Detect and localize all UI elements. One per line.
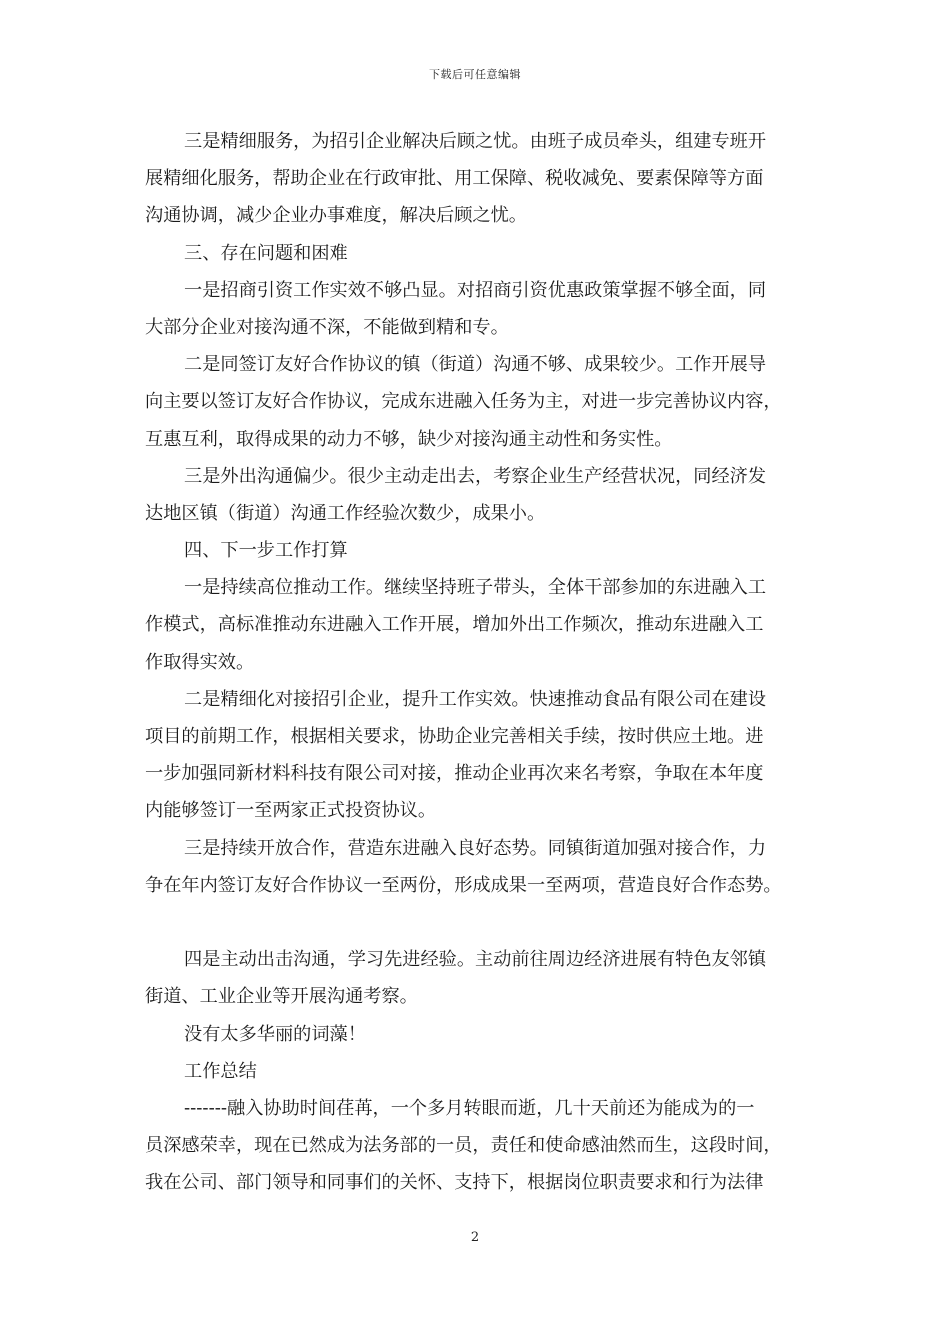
paragraph-line: 大部分企业对接沟通不深，不能做到精和专。 [145, 316, 509, 338]
paragraph-line: 没有太多华丽的词藻！ [184, 1023, 366, 1045]
paragraph-line: 作取得实效。 [145, 651, 255, 673]
paragraph-line: 一是持续高位推动工作。继续坚持班子带头，全体干部参加的东进融入工 [184, 577, 767, 599]
paragraph-line: 二是精细化对接招引企业，提升工作实效。快速推动食品有限公司在建设 [184, 688, 767, 710]
paragraph-line: 向主要以签订友好合作协议，完成东进融入任务为主，对进一步完善协议内容， [145, 391, 782, 413]
paragraph-line: 员深感荣幸，现在已然成为法务部的一员，责任和使命感油然而生，这段时间， [145, 1135, 782, 1157]
section-heading: 四、下一步工作打算 [184, 540, 348, 562]
paragraph-line: 互惠互利，取得成果的动力不够，缺少对接沟通主动性和务实性。 [145, 428, 673, 450]
paragraph-line: 一是招商引资工作实效不够凸显。对招商引资优惠政策掌握不够全面，同 [184, 279, 767, 301]
paragraph-line: 项目的前期工作，根据相关要求，协助企业完善相关手续，按时供应土地。进 [145, 726, 764, 747]
paragraph-line: 争在年内签订友好合作协议一至两份，形成成果一至两项，营造良好合作态势。 [145, 874, 782, 896]
paragraph-line: 三是外出沟通偏少。很少主动走出去，考察企业生产经营状况，同经济发 [184, 465, 767, 487]
section-heading: 三、存在问题和困难 [184, 242, 348, 264]
paragraph-line: 我在公司、部门领导和同事们的关怀、支持下，根据岗位职责要求和行为法律 [145, 1172, 764, 1194]
page-number: 2 [470, 1230, 480, 1245]
blank-line [145, 904, 825, 941]
paragraph-line: 达地区镇（街道）沟通工作经验次数少，成果小。 [145, 502, 546, 524]
paragraph-line: 展精细化服务，帮助企业在行政审批、用工保障、税收减免、要素保障等方面 [145, 168, 764, 190]
paragraph-line: 三是精细服务，为招引企业解决后顾之忧。由班子成员牵头，组建专班开 [184, 131, 767, 152]
section-heading: 工作总结 [184, 1060, 257, 1082]
paragraph-line: 沟通协调，减少企业办事难度，解决后顾之忧。 [145, 205, 527, 227]
paragraph-line: 街道、工业企业等开展沟通考察。 [145, 986, 418, 1008]
document-body [145, 123, 825, 1201]
paragraph-line: 一步加强同新材料科技有限公司对接，推动企业再次来名考察，争取在本年度 [145, 763, 764, 785]
paragraph-line: 二是同签订友好合作协议的镇（街道）沟通不够、成果较少。工作开展导 [184, 354, 767, 376]
paragraph-line: 四是主动出击沟通，学习先进经验。主动前往周边经济进展有特色友邻镇 [184, 949, 767, 971]
paragraph-line: 三是持续开放合作，营造东进融入良好态势。同镇街道加强对接合作，力 [184, 837, 767, 859]
paragraph-line: 内能够签订一至两家正式投资协议。 [145, 800, 437, 822]
paragraph-line: -------融入协助时间荏苒，一个多月转眼而逝，几十天前还为能成为的一 [184, 1097, 755, 1119]
paragraph-line: 作模式，高标准推动东进融入工作开展，增加外出工作频次，推动东进融入工 [145, 614, 764, 636]
page-header-note: 下载后可任意编辑 [429, 68, 521, 81]
